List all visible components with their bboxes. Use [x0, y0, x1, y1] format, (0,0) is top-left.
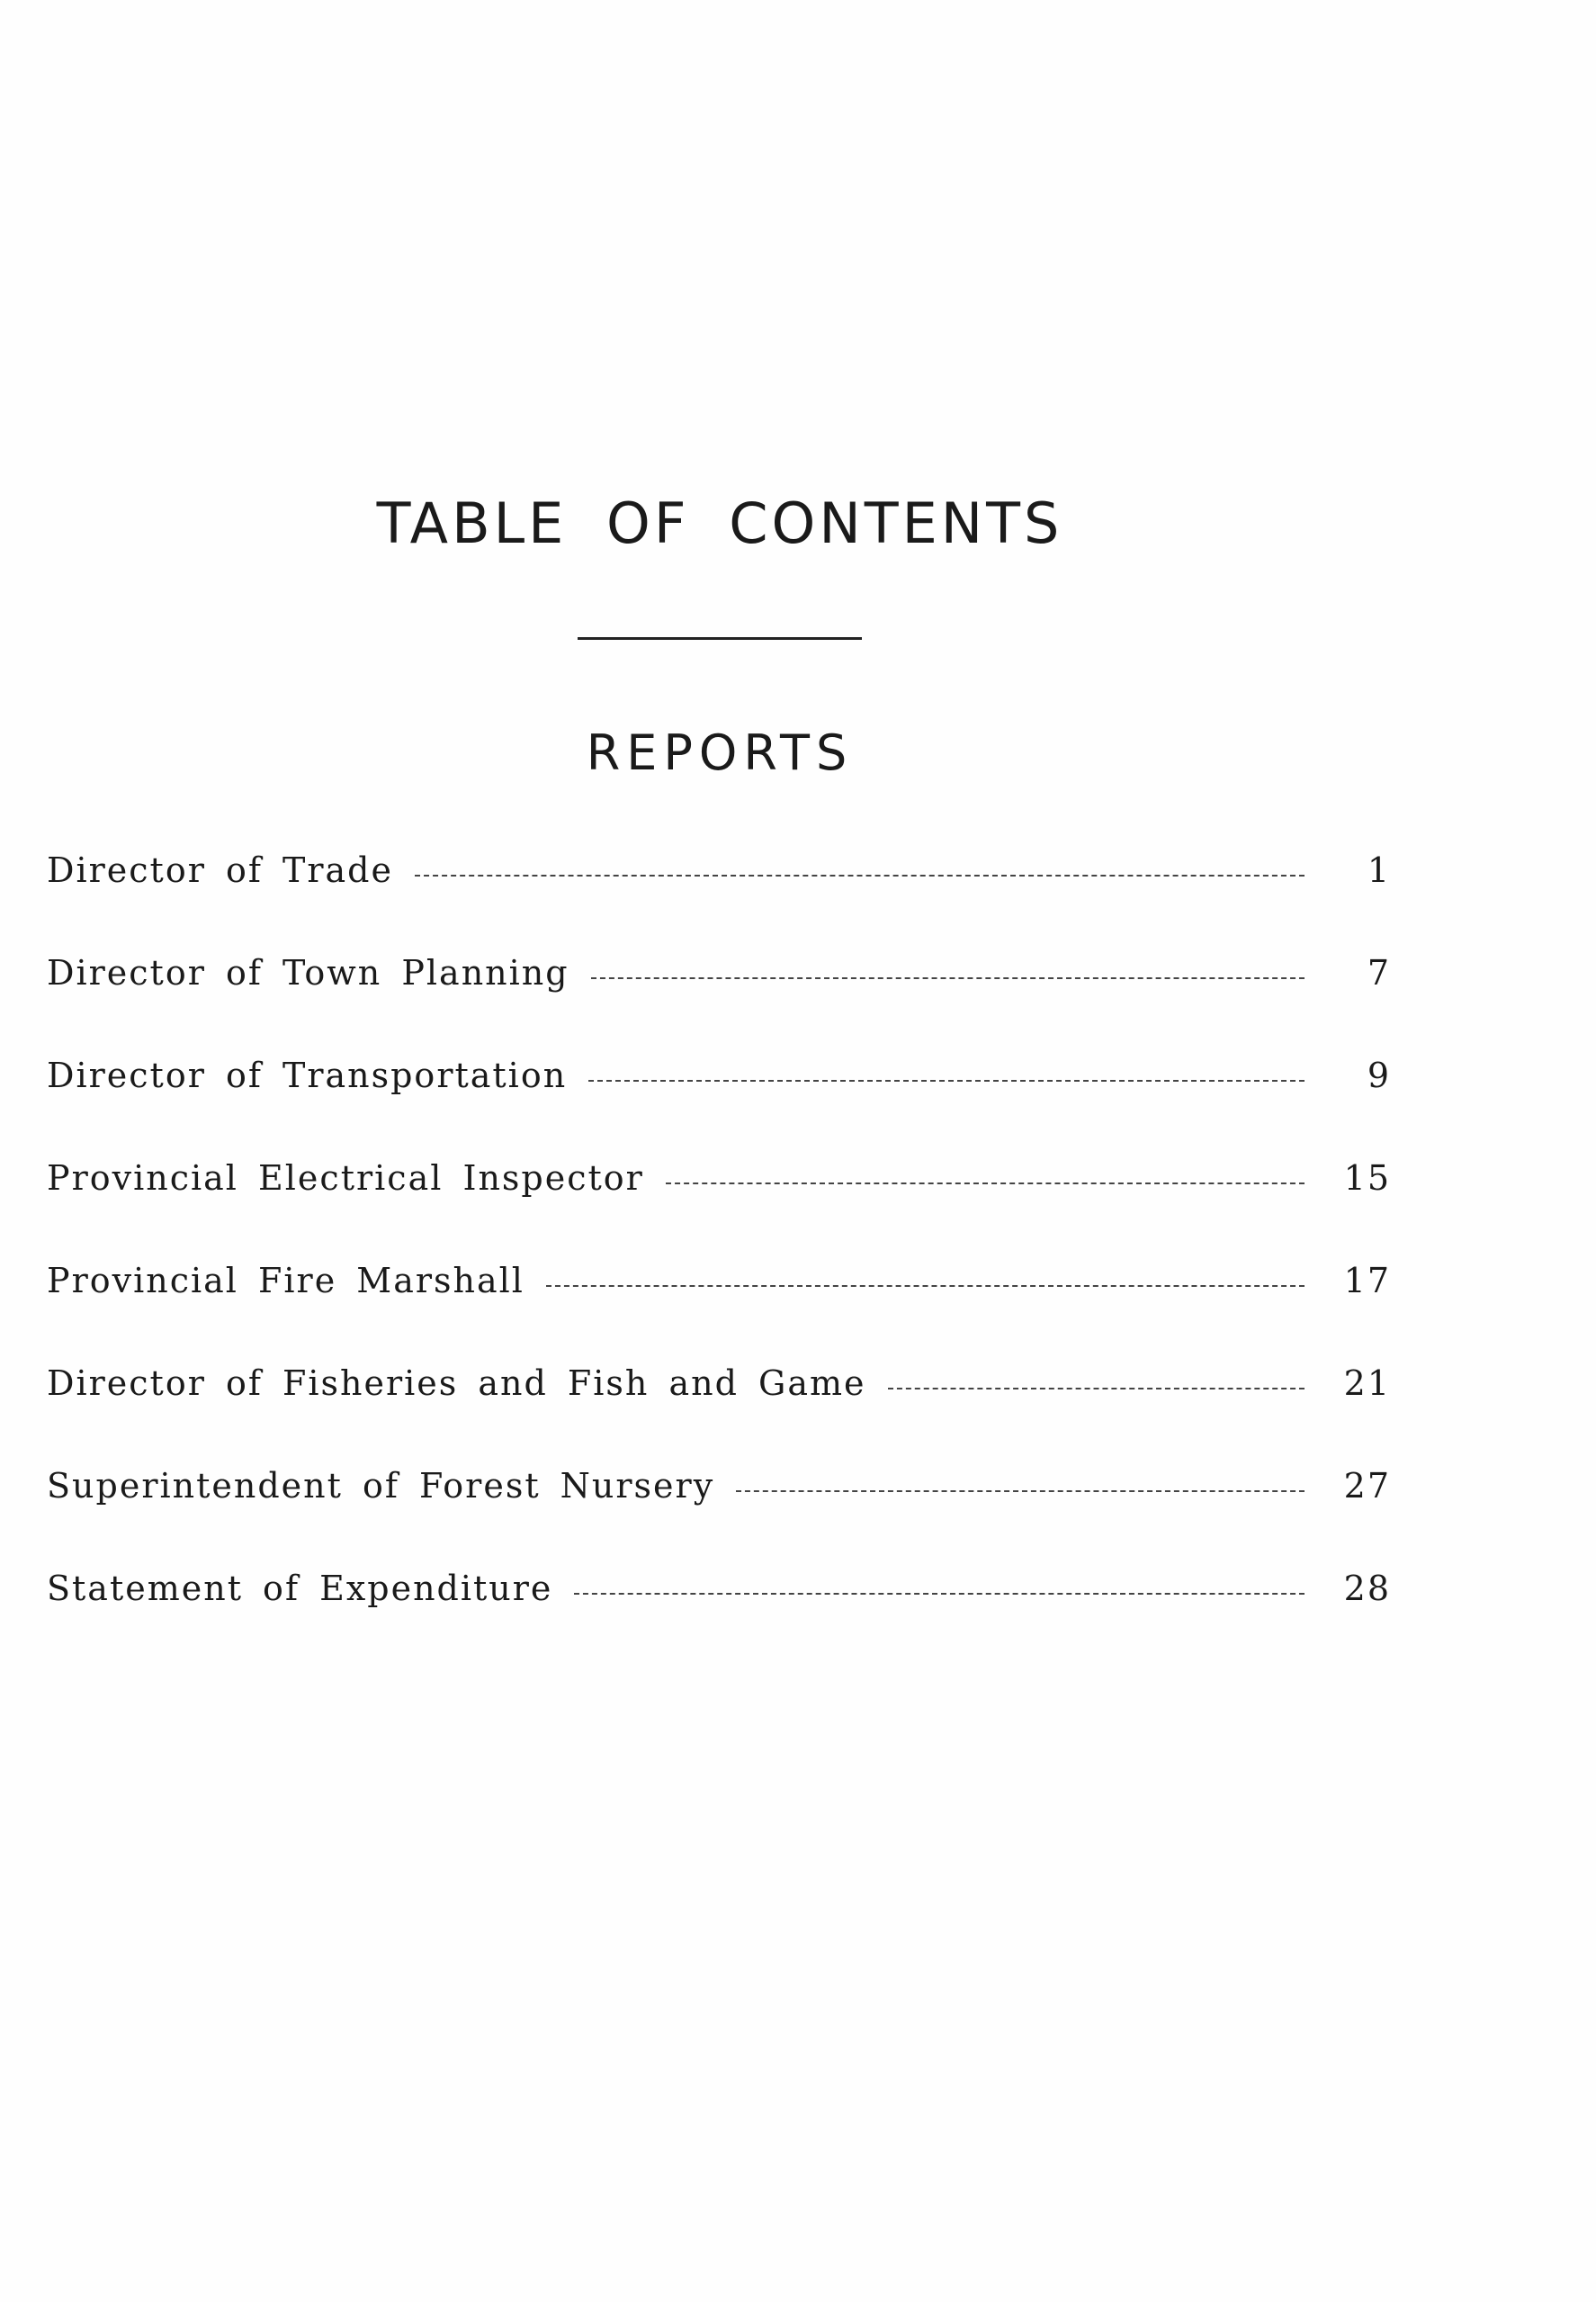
toc-entry — [47, 1056, 1391, 1158]
toc-entry-label: Superintendent of Forest Nursery — [47, 1466, 715, 1506]
toc-entry-label: Statement of Expenditure — [47, 1569, 553, 1608]
toc-entry — [47, 1261, 1391, 1363]
toc-entry-label: Director of Transportation — [47, 1056, 568, 1095]
toc-entry — [47, 1363, 1391, 1466]
toc-entry-page: 27 — [1343, 1466, 1391, 1506]
section-heading: REPORTS — [586, 724, 854, 781]
dot-leader — [588, 1080, 1305, 1082]
toc-entry-label: Director of Town Planning — [47, 953, 569, 993]
page-title: TABLE OF CONTENTS — [376, 490, 1063, 556]
toc-entry-page: 7 — [1367, 953, 1391, 993]
toc-entry-page: 9 — [1367, 1056, 1391, 1095]
dot-leader — [574, 1593, 1305, 1595]
dot-leader — [415, 875, 1305, 877]
toc-entry-label: Director of Trade — [47, 850, 393, 890]
toc-entry-page: 1 — [1367, 850, 1391, 890]
toc-entry-page: 15 — [1343, 1158, 1391, 1198]
toc-entry-label: Provincial Electrical Inspector — [47, 1158, 644, 1198]
toc-entry — [47, 1466, 1391, 1569]
toc-entry-label: Provincial Fire Marshall — [47, 1261, 525, 1300]
dot-leader — [736, 1490, 1305, 1492]
title-underline-rule — [578, 637, 862, 640]
toc-entry — [47, 1158, 1391, 1261]
toc-entry-page: 17 — [1343, 1261, 1391, 1300]
toc-entry — [47, 953, 1391, 1056]
dot-leader — [666, 1182, 1305, 1184]
toc-entry-page: 21 — [1343, 1363, 1391, 1403]
toc-entry — [47, 1569, 1391, 1671]
toc-entry-page: 28 — [1343, 1569, 1391, 1608]
dot-leader — [591, 977, 1305, 979]
dot-leader — [888, 1388, 1305, 1389]
table-of-contents — [47, 850, 1391, 1671]
toc-entry — [47, 850, 1391, 953]
toc-entry-label: Director of Fisheries and Fish and Game — [47, 1363, 866, 1403]
dot-leader — [546, 1285, 1305, 1287]
